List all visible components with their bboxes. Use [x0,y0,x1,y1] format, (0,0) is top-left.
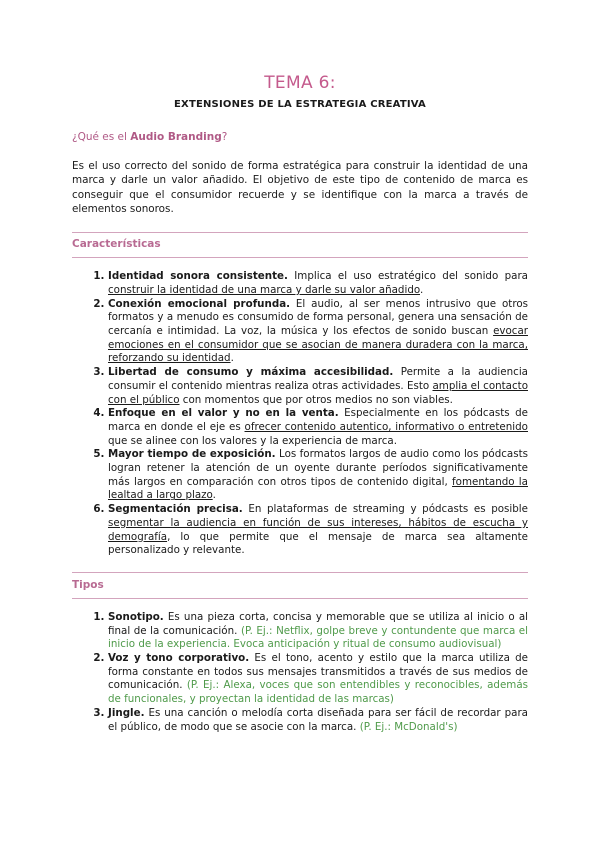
item-text: . [420,283,424,296]
item-term: Jingle. [108,706,145,719]
item-term: Mayor tiempo de exposición. [108,448,276,461]
item-term: Identidad sonora consistente. [108,270,288,283]
question-suffix: ? [221,131,228,143]
caracteristicas-list [72,270,528,558]
item-term: Voz y tono corporativo. [108,652,250,665]
item-underlined: amplia el contacto con el público [108,379,528,406]
question-term: Audio Branding [130,131,222,143]
item-term: Enfoque en el valor y no en la venta. [108,407,339,420]
section-heading-caracteristicas: Características [72,232,528,258]
item-text: . [212,489,216,502]
item-text: , lo que permite que el mensaje de marca sea altamente personalizado y relevante. [108,530,528,557]
list-item [108,298,528,367]
list-item [108,366,528,407]
item-example: (P. Ej.: Netflix, golpe breve y contundente que marca el inicio de la experiencia. Evoca anticipación y ritual de consumo audiovisual) [108,624,529,651]
section-heading-tipos: Tipos [72,573,528,599]
section-question [72,131,528,143]
item-example: (P. Ej.: McDonald's) [356,720,458,733]
intro-paragraph: Es el uso correcto del sonido de forma estratégica para construir la identidad de una marca y darle un valor añadido. El objetivo de este tipo de contenido de marca es conseguir que el consumidor recuerde y se identifique con la marca a través de elementos sonoros. [72,160,528,215]
item-text: . [230,352,234,365]
item-text: Especialmente en los pódcasts de marca en donde el eje es [108,407,528,433]
item-text: Es una pieza corta, concisa y memorable que se utiliza al inicio o al final de la comunicación. [108,610,528,637]
item-text: Es una canción o melodía corta diseñada para ser fácil de recordar para el público, de modo que se asocie con la marca. [108,706,528,733]
item-text: Es el tono, acento y estilo que la marca utiliza de forma constante en todos sus mensajes transmitidos a través de sus medios de comunicación. [108,652,528,692]
item-text: que se alinee con los valores y la experiencia de marca. [108,434,397,447]
item-example: (P. Ej.: Alexa, voces que son entendibles y reconocibles, además de funcionales, y proyectan la identidad de las marcas) [108,679,528,706]
item-text: con momentos que por otros medios no son viables. [179,393,453,406]
list-item [108,652,528,707]
item-underlined: fomentando la lealtad a largo plazo [108,475,528,502]
item-term: Segmentación precisa. [108,503,243,516]
list-item [108,611,528,652]
list-item [108,407,528,448]
list-item [108,707,528,734]
item-underlined: construir la identidad de una marca y darle su valor añadido [108,283,420,296]
item-term: Sonotipo. [108,610,164,623]
question-prefix: ¿Qué es el [72,131,131,143]
item-text: El audio, al ser menos intrusivo que otros formatos y a menudo es consumido de forma personal, genera una sensación de cercanía e intimidad. La voz, la música y los efectos de sonido buscan [108,297,528,337]
item-term: Libertad de consumo y máxima accesibilidad. [108,366,394,379]
list-item [108,270,528,297]
item-underlined: ofrecer contenido autentico, informativo o entretenido [244,420,528,433]
item-text: Los formatos largos de audio como los pódcasts logran retener la atención de un oyente durante períodos significativamente más largos en comparación con otros tipos de contenido digital, [108,448,529,488]
list-item [108,503,528,558]
item-term: Conexión emocional profunda. [108,297,291,310]
tipos-list [72,611,528,734]
item-underlined: evocar emociones en el consumidor que se asocian de manera duradera con la marca, reforzando su identidad [108,325,528,365]
item-text: Permite a la audiencia consumir el contenido mientras realiza otras actividades. Esto [108,366,528,392]
item-text: En plataformas de streaming y pódcasts es posible [242,503,528,516]
page-title: TEMA 6: [264,73,336,93]
page-subtitle: EXTENSIONES DE LA ESTRATEGIA CREATIVA [174,99,426,110]
list-item [108,448,528,503]
item-underlined: segmentar la audiencia en función de sus intereses, hábitos de escucha y demografía [108,516,528,543]
item-text: Implica el uso estratégico del sonido para [287,270,528,283]
